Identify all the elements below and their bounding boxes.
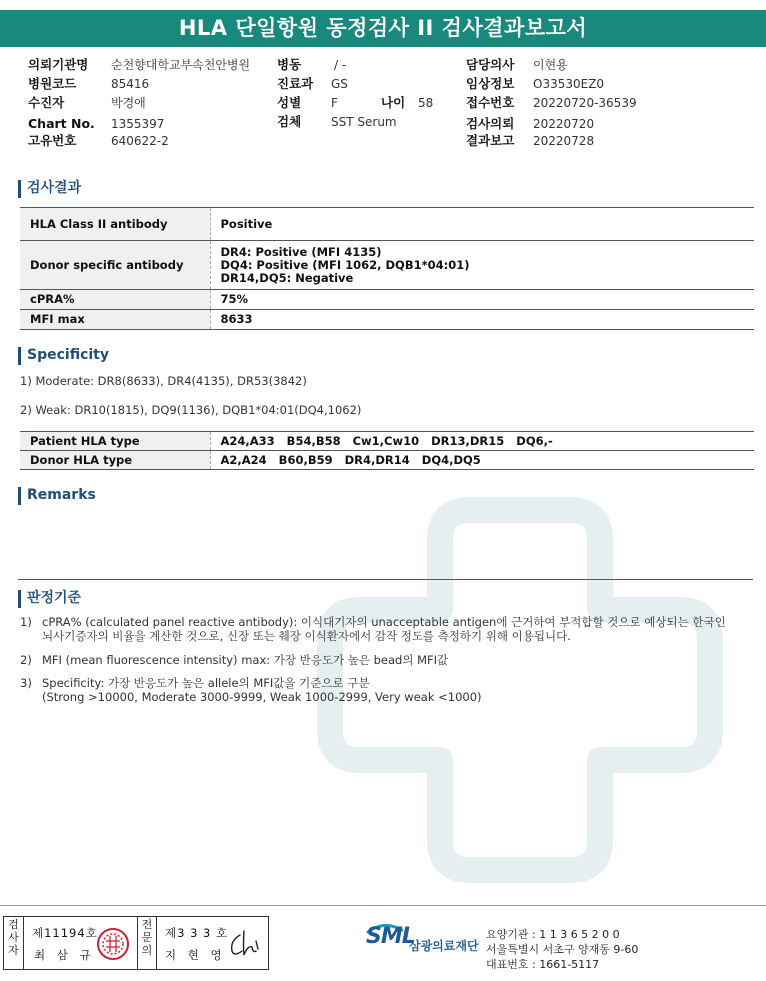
result-key: HLA Class II antibody xyxy=(20,208,210,241)
specialist-vertical-label: 전문의 xyxy=(137,917,157,969)
request-value: 20220720 xyxy=(533,117,595,131)
footer-divider xyxy=(0,905,766,906)
dsa-line: DR4: Positive (MFI 4135) xyxy=(220,244,382,259)
report-date-label: 결과보고 xyxy=(466,133,515,148)
criteria-num: 1) xyxy=(20,615,32,629)
chart-value: 1355397 xyxy=(111,117,165,131)
seal-stamp xyxy=(96,927,130,961)
result-value: Positive xyxy=(210,208,754,241)
specificity-heading: Specificity xyxy=(18,347,109,365)
hla-value: A24,A33 B54,B58 Cw1,Cw10 DR13,DR15 DQ6,- xyxy=(210,432,754,451)
agency-code: 요양기관 : 1 1 3 6 5 2 0 0 xyxy=(486,928,620,941)
doctor-value: 이현용 xyxy=(533,58,568,72)
table-row xyxy=(20,290,754,310)
clinical-value: O33530EZ0 xyxy=(533,77,605,91)
patient-value: 박경애 xyxy=(111,96,146,110)
specificity-moderate: 1) Moderate: DR8(8633), DR4(4135), DR53(3842) xyxy=(20,374,307,388)
hla-key: Donor HLA type xyxy=(20,451,210,470)
sml-logo: SML xyxy=(366,924,415,949)
sex-value: F xyxy=(331,96,338,110)
criteria-heading: 판정기준 xyxy=(18,590,81,608)
table-row xyxy=(20,208,754,241)
result-value xyxy=(210,241,754,290)
criteria-text: MFI (mean fluorescence intensity) max: 가장 반응도가 높은 bead의 MFI값 xyxy=(42,653,449,667)
request-label: 검사의뢰 xyxy=(466,116,515,131)
id-label: 고유번호 xyxy=(28,133,77,148)
specificity-weak: 2) Weak: DR10(1815), DQ9(1136), DQB1*04:01(DQ4,1062) xyxy=(20,403,362,417)
ward-label: 병동 xyxy=(277,57,302,72)
criteria-num: 3) xyxy=(20,676,32,690)
doctor-label: 담당의사 xyxy=(466,57,515,72)
report-title: HLA 단일항원 동정검사 II 검사결과보고서 xyxy=(0,10,766,47)
table-row xyxy=(20,451,754,470)
results-heading: 검사결과 xyxy=(18,180,81,198)
result-key: Donor specific antibody xyxy=(20,241,210,290)
accession-label: 접수번호 xyxy=(466,95,515,110)
result-value: 75% xyxy=(210,290,754,310)
org-address: 서울특별시 서초구 양재동 9-60 xyxy=(486,943,639,956)
criteria-list xyxy=(20,615,740,715)
signature-box xyxy=(3,916,269,970)
divider xyxy=(18,579,753,580)
sex-label: 성별 xyxy=(277,95,302,110)
table-row xyxy=(20,310,754,330)
result-value: 8633 xyxy=(210,310,754,330)
age-value: 58 xyxy=(418,96,434,110)
specialist-name: 지 현 영 xyxy=(165,948,226,962)
examiner-license: 제11194호 xyxy=(32,926,98,940)
result-key: cPRA% xyxy=(20,290,210,310)
code-value: 85416 xyxy=(111,77,150,91)
dept-label: 진료과 xyxy=(277,76,314,91)
specimen-label: 검체 xyxy=(277,114,302,129)
criteria-text: 뇌사기증자의 비율을 계산한 것으로, 신장 또는 췌장 이식환자에서 감작 정도를 측정하기 위해 이용됩니다. xyxy=(42,629,571,643)
criteria-text: Specificity: 가장 반응도가 높은 allele의 MFI값을 기준으로 구분 xyxy=(42,676,370,690)
patient-info xyxy=(0,0,766,160)
age-label: 나이 xyxy=(381,95,406,110)
specialist-license: 제3 3 3 호 xyxy=(165,926,229,940)
hospital-value: 순천향대학교부속천안병원 xyxy=(111,58,251,72)
criteria-text: (Strong >10000, Moderate 3000-9999, Weak 1000-2999, Very weak <1000) xyxy=(42,690,482,704)
criteria-text: cPRA% (calculated panel reactive antibody): 이식대기자의 unacceptable antigen에 근거하여 부적합할 것으로 예상되는 한국인 xyxy=(42,615,726,629)
chart-label: Chart No. xyxy=(28,116,95,131)
table-row xyxy=(20,241,754,290)
remarks-heading: Remarks xyxy=(18,487,96,505)
dept-value: GS xyxy=(331,77,348,91)
hla-key: Patient HLA type xyxy=(20,432,210,451)
handwritten-signature xyxy=(226,927,264,961)
org-phone: 대표번호 : 1661-5117 xyxy=(486,958,600,971)
accession-value: 20220720-36539 xyxy=(533,96,637,110)
examiner-vertical-label: 검사자 xyxy=(4,917,24,969)
code-label: 병원코드 xyxy=(28,76,77,91)
results-table xyxy=(20,207,754,330)
specimen-value: SST Serum xyxy=(331,115,397,129)
result-key: MFI max xyxy=(20,310,210,330)
org-name: 삼광의료재단 xyxy=(409,939,479,953)
criteria-num: 2) xyxy=(20,653,32,667)
ward-value: / - xyxy=(334,58,347,72)
dsa-line: DR14,DQ5: Negative xyxy=(220,270,354,285)
clinical-label: 임상정보 xyxy=(466,76,515,91)
examiner-name: 최 삼 규 xyxy=(34,948,95,962)
hospital-label: 의뢰기관명 xyxy=(28,57,89,72)
hla-value: A2,A24 B60,B59 DR4,DR14 DQ4,DQ5 xyxy=(210,451,754,470)
id-value: 640622-2 xyxy=(111,134,169,148)
table-row xyxy=(20,432,754,451)
patient-label: 수진자 xyxy=(28,95,65,110)
dsa-line: DQ4: Positive (MFI 1062, DQB1*04:01) xyxy=(220,257,470,272)
report-date-value: 20220728 xyxy=(533,134,595,148)
hla-type-table xyxy=(20,431,754,470)
